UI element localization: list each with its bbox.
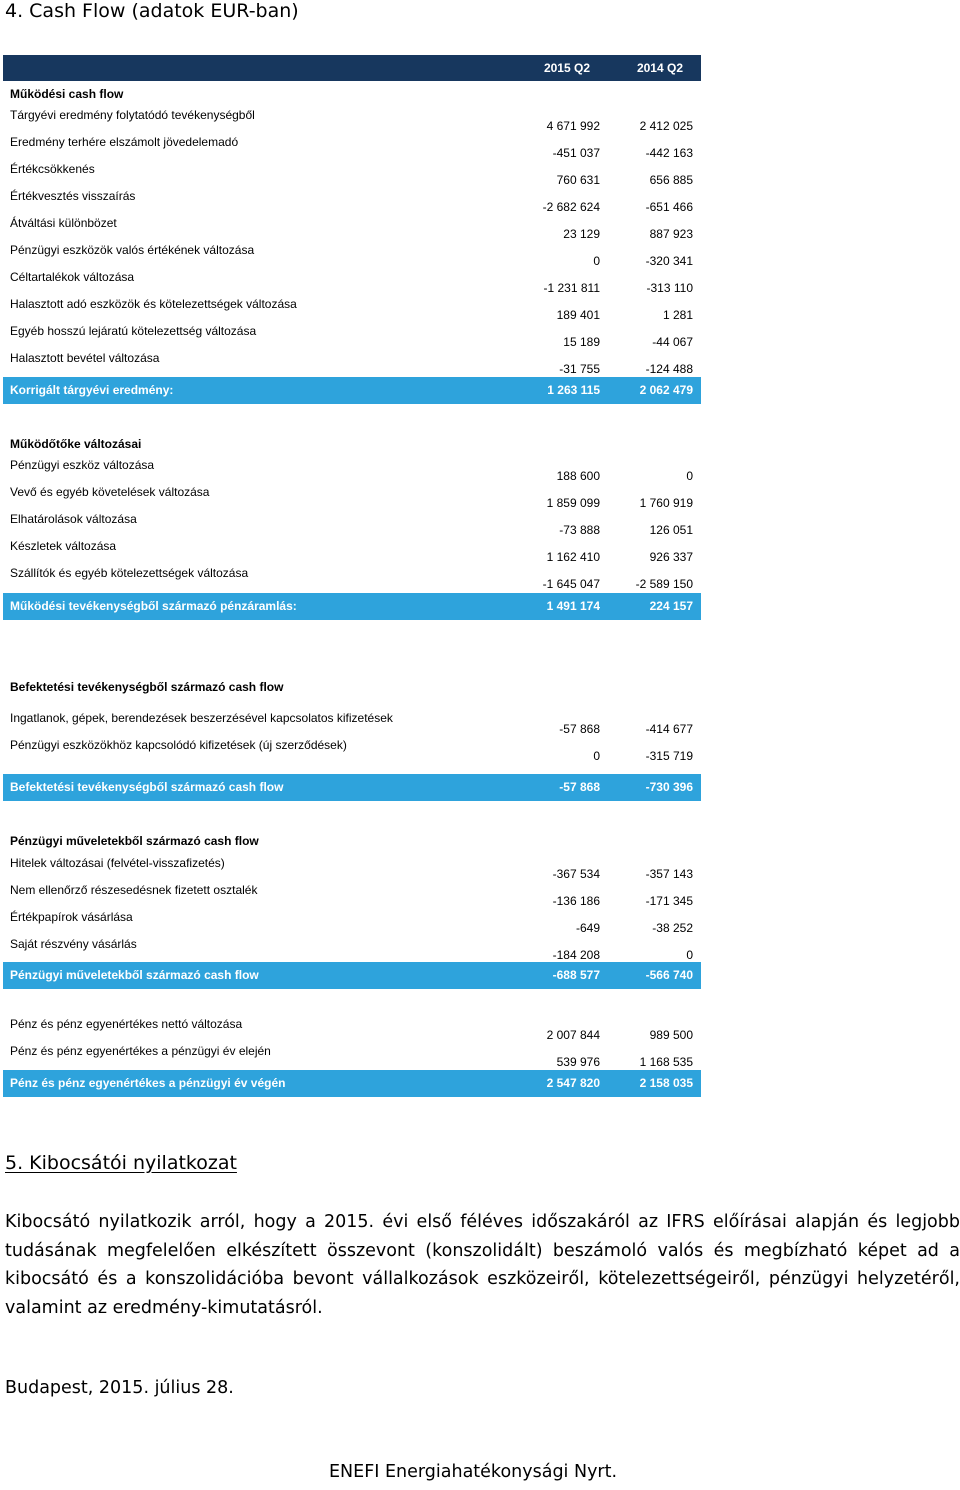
value-2015-q2: 1 162 410 [546,550,600,564]
value-2015-q2: 15 189 [563,335,600,349]
value-2015-q2: -57 868 [559,722,600,736]
row-label: Működőtőke változásai [10,437,142,451]
value-2014-q2: 224 157 [649,599,693,613]
table-header [3,55,701,81]
table-row [3,243,701,270]
value-2015-q2: 4 671 992 [546,119,600,133]
table-row [3,458,701,485]
row-label: Pénzügyi műveletekből származó cash flow [10,968,259,982]
section-4-title: 4. Cash Flow (adatok EUR-ban) [5,0,299,22]
row-label: Nem ellenőrző részesedésnek fizetett osztalék [10,883,258,897]
row-label: Vevő és egyéb követelések változása [10,485,210,499]
row-label: Céltartalékok változása [10,270,135,284]
table-row [3,738,701,765]
table-row [3,512,701,539]
row-label: Pénzügyi eszköz változása [10,458,155,472]
value-2014-q2: -44 067 [652,335,693,349]
value-2014-q2: 0 [686,469,693,483]
value-2015-q2: -451 037 [552,146,600,160]
row-label: Átváltási különbözet [10,216,117,230]
value-2015-q2: -688 577 [552,968,600,982]
table-row [3,297,701,324]
row-label: Hitelek változásai (felvétel-visszafizetés) [10,856,225,870]
value-2014-q2: 2 158 035 [639,1076,693,1090]
table-row [3,324,701,351]
value-2014-q2: 887 923 [649,227,693,241]
value-2015-q2: 539 976 [556,1055,600,1069]
row-label: Pénz és pénz egyenértékes a pénzügyi év végén [10,1076,286,1090]
value-2014-q2: 1 760 919 [639,496,693,510]
value-2015-q2: 1 859 099 [546,496,600,510]
value-2014-q2: 926 337 [649,550,693,564]
row-label: Halasztott bevétel változása [10,351,160,365]
value-2015-q2: 1 263 115 [547,383,600,397]
row-label: Pénz és pénz egyenértékes a pénzügyi év elején [10,1044,271,1058]
row-label: Befektetési tevékenységből származó cash flow [10,780,284,794]
value-2015-q2: 189 401 [556,308,600,322]
value-2014-q2: -730 396 [645,780,693,794]
total-row [3,774,701,801]
row-label: Elhatárolások változása [10,512,137,526]
value-2015-q2: -2 682 624 [542,200,600,214]
row-label: Értékcsökkenés [10,162,95,176]
table-row [3,108,701,135]
value-2015-q2: 188 600 [556,469,600,483]
row-label: Tárgyévi eredmény folytatódó tevékenységből [10,108,255,122]
value-2015-q2: -184 208 [552,948,600,962]
row-label: Ingatlanok, gépek, berendezések beszerzésével kapcsolatos kifizetések [10,711,393,725]
table-row [3,910,701,937]
value-2015-q2: -649 [575,921,600,935]
table-row [3,883,701,910]
section-5-title: 5. Kibocsátói nyilatkozat [5,1152,237,1174]
row-label: Működési tevékenységből származó pénzáramlás: [10,599,297,613]
value-2014-q2: -171 345 [645,894,693,908]
value-2014-q2: -2 589 150 [635,577,693,591]
value-2014-q2: 2 412 025 [639,119,693,133]
value-2015-q2: 2 007 844 [546,1028,600,1042]
section-title [3,81,701,108]
row-label: Saját részvény vásárlás [10,937,137,951]
value-2014-q2: 126 051 [649,523,693,537]
row-label: Pénzügyi eszközökhöz kapcsolódó kifizetések (új szerződések) [10,738,347,752]
table-row [3,1017,701,1044]
declaration-paragraph: Kibocsátó nyilatkozik arról, hogy a 2015. évi első féléves időszakáról az IFRS előírásai alapján és legjobb tudásának megfelelően elkészített összevont (konszolidált) beszámoló valós és megbízható képet ad a kibocsátó és a konszolidációba bevont vállalkozások eszközeiről, kötelezettségeiről, pénzügyi helyzetéről, valamint az eredmény-kimutatásról. [5,1212,960,1318]
value-2014-q2: -124 488 [645,362,693,376]
table-row [3,566,701,593]
value-2015-q2: -367 534 [552,867,600,881]
row-label: Befektetési tevékenységből származó cash flow [10,680,284,694]
row-label: Halasztott adó eszközök és kötelezettségek változása [10,297,297,311]
row-label: Pénzügyi eszközök valós értékének változása [10,243,255,257]
row-label: Pénzügyi műveletekből származó cash flow [10,834,259,848]
value-2015-q2: 1 491 174 [546,599,600,613]
value-2014-q2: 1 281 [662,308,693,322]
row-label: Működési cash flow [10,87,124,101]
value-2014-q2: -566 740 [645,968,693,982]
table-row [3,162,701,189]
total-row [3,377,701,404]
value-2014-q2: 1 168 535 [639,1055,693,1069]
table-row [3,485,701,512]
value-2015-q2: 760 631 [556,173,600,187]
total-row [3,962,701,989]
row-label: Egyéb hosszú lejáratú kötelezettség változása [10,324,257,338]
row-label: Értékvesztés visszaírás [10,189,136,203]
section-title [3,828,701,855]
table-row [3,711,701,738]
table-row [3,1044,701,1071]
value-2015-q2: -31 755 [559,362,600,376]
total-row [3,593,701,620]
table-row [3,351,701,378]
value-2015-q2: -1 231 811 [543,281,600,295]
value-2014-q2: -357 143 [645,867,693,881]
value-2014-q2: -414 677 [645,722,693,736]
value-2015-q2: -136 186 [552,894,600,908]
value-2014-q2: -320 341 [645,254,693,268]
value-2015-q2: 0 [593,749,600,763]
row-label: Értékpapírok vásárlása [10,910,133,924]
row-label: Szállítók és egyéb kötelezettségek változása [10,566,249,580]
value-2014-q2: 2 062 479 [639,383,693,397]
value-2014-q2: 0 [686,948,693,962]
total-row [3,1070,701,1097]
column-header-2015: 2015 Q2 [543,61,590,75]
table-row [3,135,701,162]
row-label: Készletek változása [10,539,117,553]
value-2015-q2: 23 129 [563,227,600,241]
table-row [3,216,701,243]
table-row [3,856,701,883]
row-label: Korrigált tárgyévi eredmény: [10,383,174,397]
value-2014-q2: -313 110 [646,281,693,295]
table-row [3,539,701,566]
value-2014-q2: 989 500 [649,1028,693,1042]
value-2014-q2: -38 252 [652,921,693,935]
row-label: Pénz és pénz egyenértékes nettó változása [10,1017,243,1031]
value-2014-q2: 656 885 [649,173,693,187]
table-row [3,937,701,964]
value-2015-q2: 2 547 820 [546,1076,600,1090]
value-2015-q2: -73 888 [559,523,600,537]
section-title [3,674,701,701]
value-2015-q2: -57 868 [559,780,600,794]
value-2014-q2: -651 466 [645,200,693,214]
section-title [3,431,701,458]
company-name: ENEFI Energiahatékonysági Nyrt. [329,1462,618,1482]
place-date: Budapest, 2015. július 28. [5,1378,234,1398]
value-2014-q2: -442 163 [645,146,693,160]
value-2015-q2: -1 645 047 [542,577,600,591]
column-header-2014: 2014 Q2 [636,61,683,75]
table-row [3,270,701,297]
value-2014-q2: -315 719 [645,749,693,763]
value-2015-q2: 0 [593,254,600,268]
table-row [3,189,701,216]
row-label: Eredmény terhére elszámolt jövedelemadó [10,135,239,149]
